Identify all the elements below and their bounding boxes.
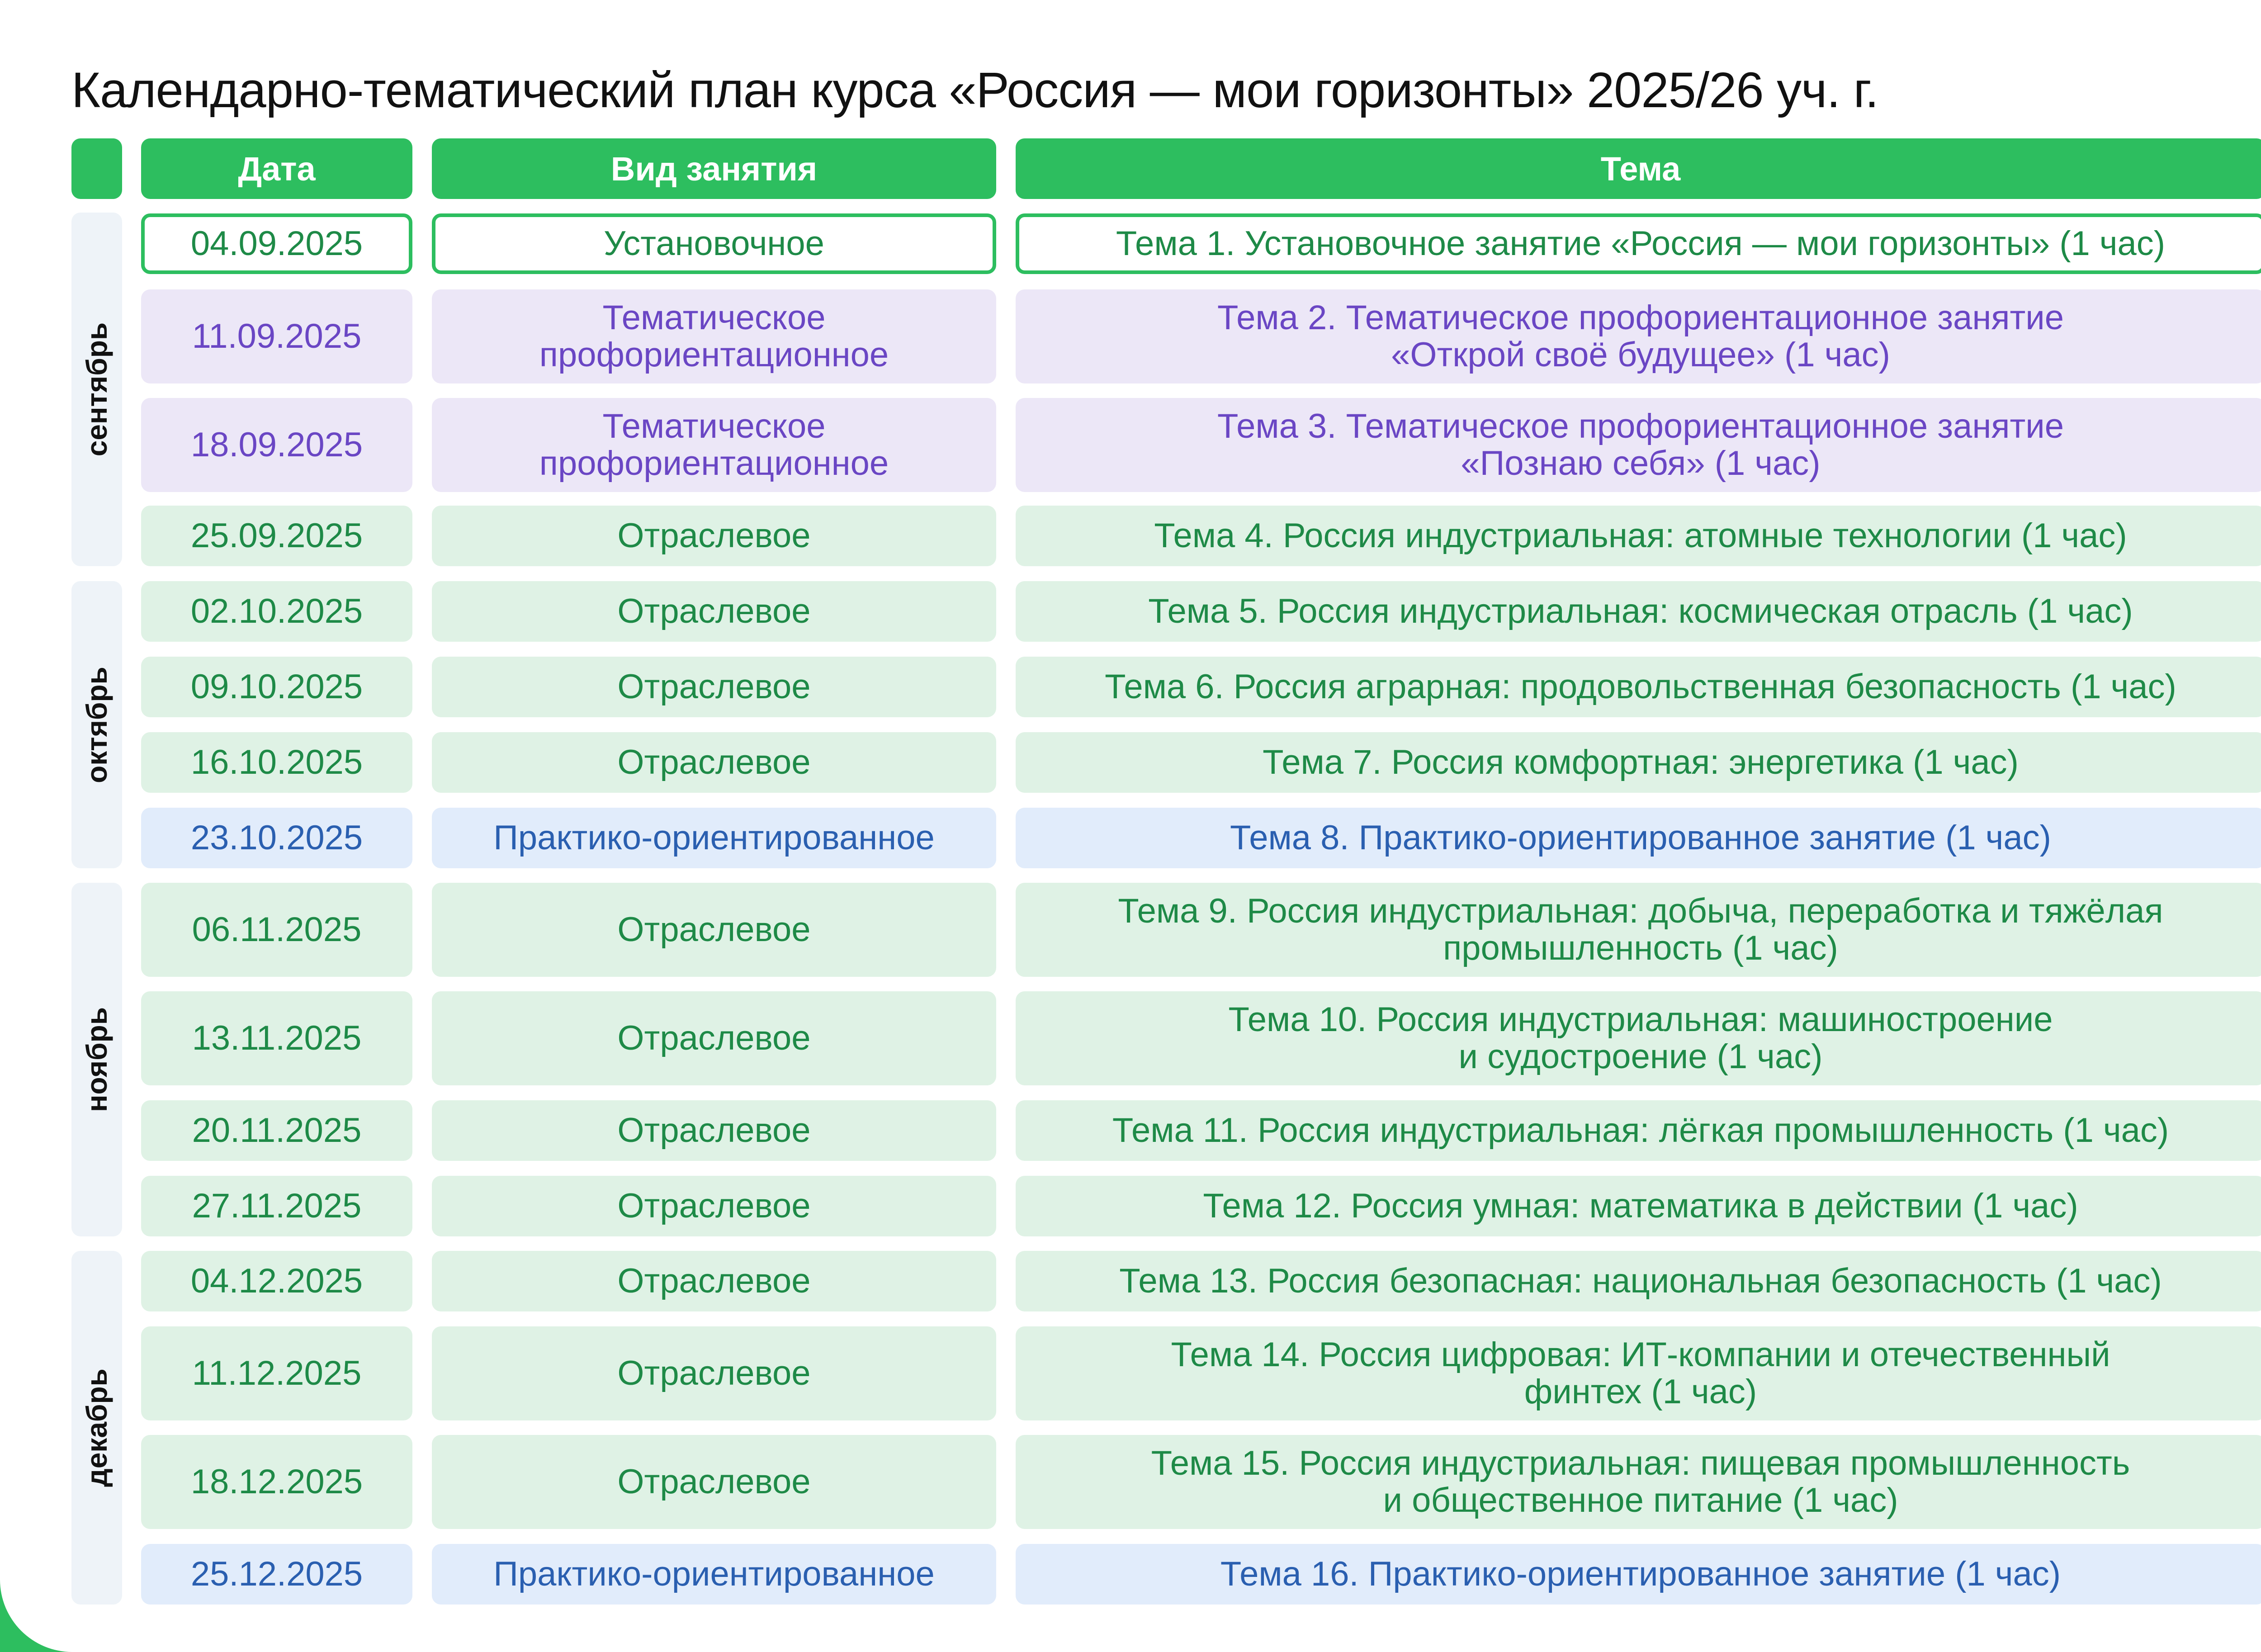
topic-cell: Тема 13. Россия безопасная: национальная безопасность (1 час) bbox=[1016, 1251, 2261, 1311]
topic-cell: Тема 4. Россия индустриальная: атомные технологии (1 час) bbox=[1016, 506, 2261, 566]
header-type: Вид занятия bbox=[432, 138, 996, 199]
type-cell: Установочное bbox=[432, 213, 996, 274]
month-block-december bbox=[71, 1251, 122, 1605]
topic-cell: Тема 16. Практико-ориентированное занятие (1 час) bbox=[1016, 1544, 2261, 1605]
type-cell: Отраслевое bbox=[432, 506, 996, 566]
date-cell: 25.12.2025 bbox=[141, 1544, 412, 1605]
month-label: сентябрь bbox=[80, 322, 113, 457]
month-label: октябрь bbox=[80, 666, 113, 783]
type-cell: Отраслевое bbox=[432, 1251, 996, 1311]
month-label: ноябрь bbox=[80, 1007, 113, 1112]
type-cell: Тематическое профориентационное bbox=[432, 398, 996, 492]
topic-cell: Тема 14. Россия цифровая: ИТ-компании и отечественный финтех (1 час) bbox=[1016, 1326, 2261, 1420]
date-cell: 25.09.2025 bbox=[141, 506, 412, 566]
month-block-october bbox=[71, 581, 122, 868]
date-cell: 09.10.2025 bbox=[141, 657, 412, 717]
type-cell: Отраслевое bbox=[432, 991, 996, 1085]
topic-cell: Тема 10. Россия индустриальная: машиностроение и судостроение (1 час) bbox=[1016, 991, 2261, 1085]
topic-cell: Тема 15. Россия индустриальная: пищевая промышленность и общественное питание (1 час) bbox=[1016, 1435, 2261, 1529]
type-cell: Отраслевое bbox=[432, 1176, 996, 1236]
topic-cell: Тема 6. Россия аграрная: продовольственная безопасность (1 час) bbox=[1016, 657, 2261, 717]
month-block-september bbox=[71, 213, 122, 566]
header-date: Дата bbox=[141, 138, 412, 199]
topic-cell: Тема 7. Россия комфортная: энергетика (1 час) bbox=[1016, 732, 2261, 793]
topic-cell: Тема 5. Россия индустриальная: космическая отрасль (1 час) bbox=[1016, 581, 2261, 642]
date-cell: 23.10.2025 bbox=[141, 808, 412, 868]
type-cell: Отраслевое bbox=[432, 1435, 996, 1529]
topic-cell: Тема 1. Установочное занятие «Россия — мои горизонты» (1 час) bbox=[1016, 213, 2261, 274]
type-cell: Отраслевое bbox=[432, 883, 996, 977]
type-cell: Отраслевое bbox=[432, 657, 996, 717]
type-cell: Тематическое профориентационное bbox=[432, 289, 996, 383]
header-topic: Тема bbox=[1016, 138, 2261, 199]
topic-cell: Тема 8. Практико-ориентированное занятие (1 час) bbox=[1016, 808, 2261, 868]
date-cell: 27.11.2025 bbox=[141, 1176, 412, 1236]
header-blank bbox=[71, 138, 122, 199]
date-cell: 06.11.2025 bbox=[141, 883, 412, 977]
type-cell: Отраслевое bbox=[432, 581, 996, 642]
page-title: Календарно-тематический план курса «Россия — мои горизонты» 2025/26 уч. г. bbox=[71, 62, 1878, 118]
type-cell: Отраслевое bbox=[432, 1326, 996, 1420]
date-cell: 16.10.2025 bbox=[141, 732, 412, 793]
type-cell: Отраслевое bbox=[432, 732, 996, 793]
date-cell: 13.11.2025 bbox=[141, 991, 412, 1085]
topic-cell: Тема 9. Россия индустриальная: добыча, переработка и тяжёлая промышленность (1 час) bbox=[1016, 883, 2261, 977]
date-cell: 02.10.2025 bbox=[141, 581, 412, 642]
type-cell: Практико-ориентированное bbox=[432, 808, 996, 868]
date-cell: 11.12.2025 bbox=[141, 1326, 412, 1420]
topic-cell: Тема 2. Тематическое профориентационное занятие «Открой своё будущее» (1 час) bbox=[1016, 289, 2261, 383]
date-cell: 18.12.2025 bbox=[141, 1435, 412, 1529]
month-label: декабрь bbox=[80, 1368, 113, 1487]
date-cell: 11.09.2025 bbox=[141, 289, 412, 383]
topic-cell: Тема 12. Россия умная: математика в действии (1 час) bbox=[1016, 1176, 2261, 1236]
month-block-november bbox=[71, 883, 122, 1236]
topic-cell: Тема 11. Россия индустриальная: лёгкая промышленность (1 час) bbox=[1016, 1100, 2261, 1161]
topic-cell: Тема 3. Тематическое профориентационное занятие «Познаю себя» (1 час) bbox=[1016, 398, 2261, 492]
date-cell: 04.12.2025 bbox=[141, 1251, 412, 1311]
type-cell: Отраслевое bbox=[432, 1100, 996, 1161]
date-cell: 20.11.2025 bbox=[141, 1100, 412, 1161]
type-cell: Практико-ориентированное bbox=[432, 1544, 996, 1605]
date-cell: 18.09.2025 bbox=[141, 398, 412, 492]
date-cell: 04.09.2025 bbox=[141, 213, 412, 274]
